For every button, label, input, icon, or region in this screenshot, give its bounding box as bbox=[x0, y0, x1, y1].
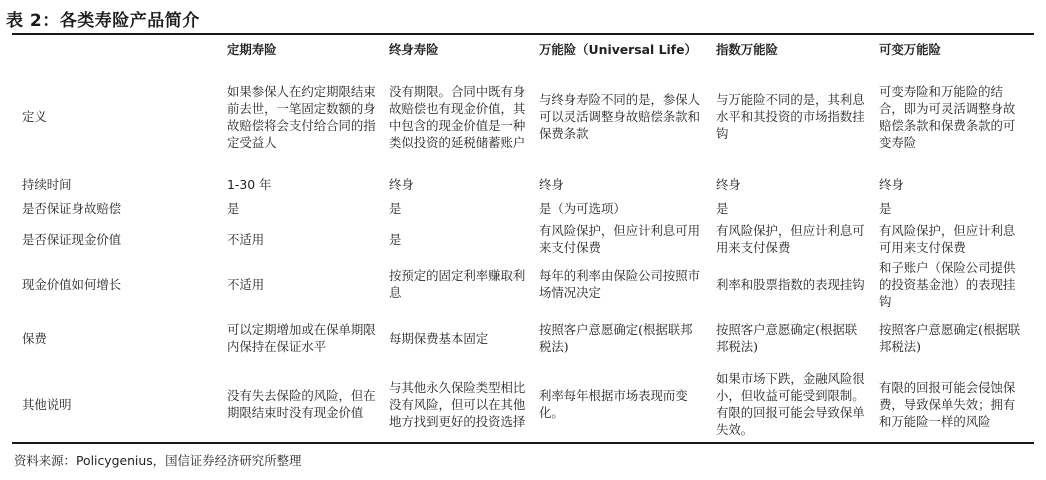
table-row bbox=[12, 366, 1034, 442]
table-cell: 如果参保人在约定期限结束前去世，一笔固定数额的身故赔偿将会支付给合同的指定受益人 bbox=[227, 83, 376, 150]
column-header-label bbox=[12, 35, 225, 61]
table-cell: 有风险保护，但应计利息可用来支付保费 bbox=[879, 223, 1016, 255]
table-cell: 与其他永久保险类型相比没有风险，但可以在其他地方找到更好的投资选择 bbox=[389, 379, 526, 429]
table-cell: 每期保费基本固定 bbox=[389, 330, 489, 346]
table-cell: 终身 bbox=[879, 176, 904, 192]
table-cell: 利率每年根据市场表现而变化。 bbox=[539, 388, 688, 420]
table-cell: 按照客户意愿确定(根据联邦税法) bbox=[879, 322, 1021, 354]
row-label-guaranteed-death-benefit: 是否保证身故赔偿 bbox=[22, 200, 122, 216]
table-cell: 终身 bbox=[389, 176, 414, 192]
table-cell: 按照客户意愿确定(根据联邦税法) bbox=[716, 322, 858, 354]
table-cell: 终身 bbox=[716, 176, 741, 192]
table-row bbox=[12, 61, 1034, 172]
table-cell: 不适用 bbox=[227, 276, 265, 292]
table-row bbox=[12, 310, 1034, 366]
table-cell: 是 bbox=[389, 231, 402, 247]
header-row bbox=[12, 35, 1034, 61]
table-cell: 是（为可选项） bbox=[539, 200, 626, 216]
table-row bbox=[12, 258, 1034, 310]
table-row bbox=[12, 196, 1034, 220]
table-cell: 不适用 bbox=[227, 231, 265, 247]
column-header-whole-life: 终身寿险 bbox=[389, 41, 439, 57]
row-label-other-notes: 其他说明 bbox=[22, 396, 72, 412]
table-cell: 没有失去保险的风险，但在期限结束时没有现金价值 bbox=[227, 388, 376, 420]
table-cell: 和子账户（保险公司提供的投资基金池）的表现挂钩 bbox=[879, 259, 1016, 309]
table-cell: 是 bbox=[716, 200, 729, 216]
row-label-duration: 持续时间 bbox=[22, 176, 72, 192]
table-cell: 有限的回报可能会侵蚀保费，导致保单失效；拥有和万能险一样的风险 bbox=[879, 379, 1016, 429]
column-header-term-life: 定期寿险 bbox=[227, 41, 277, 57]
table-row bbox=[12, 220, 1034, 258]
column-header-indexed-universal-life: 指数万能险 bbox=[716, 41, 778, 57]
row-label-cash-value-growth: 现金价值如何增长 bbox=[22, 276, 122, 292]
table-cell: 每年的利率由保险公司按照市场情况决定 bbox=[539, 268, 701, 300]
bottom-rule bbox=[12, 442, 1034, 444]
column-header-universal-life: 万能险（Universal Life） bbox=[539, 41, 697, 57]
column-header-variable-universal-life: 可变万能险 bbox=[879, 41, 941, 57]
table-cell: 1-30 年 bbox=[227, 176, 272, 192]
table-cell: 没有期限。合同中既有身故赔偿也有现金价值，其中包含的现金价值是一种类似投资的延税储蓄账户 bbox=[389, 83, 526, 150]
source-note: 资料来源：Policygenius，国信证券经济研究所整理 bbox=[14, 453, 302, 468]
table-cell: 是 bbox=[227, 200, 240, 216]
row-label-premium: 保费 bbox=[22, 330, 47, 346]
table-cell: 是 bbox=[389, 200, 402, 216]
life-insurance-table bbox=[12, 35, 1034, 442]
table-cell: 按预定的固定利率赚取利息 bbox=[389, 268, 526, 300]
table-cell: 与终身寿险不同的是，参保人可以灵活调整身故赔偿条款和保费条款 bbox=[539, 92, 701, 141]
table-cell: 可以定期增加或在保单期限内保持在保证水平 bbox=[227, 322, 376, 354]
table-cell: 如果市场下跌，金融风险很小，但收益可能受到限制。有限的回报可能会导致保单失效。 bbox=[716, 371, 865, 437]
row-label-definition: 定义 bbox=[22, 109, 47, 124]
table-cell: 按照客户意愿确定(根据联邦税法) bbox=[539, 322, 693, 354]
table-cell: 有风险保护，但应计利息可用来支付保费 bbox=[716, 223, 865, 255]
table-cell: 利率和股票指数的表现挂钩 bbox=[716, 276, 865, 292]
table-cell: 是 bbox=[879, 200, 892, 216]
row-label-guaranteed-cash-value: 是否保证现金价值 bbox=[22, 231, 122, 247]
table-row bbox=[12, 172, 1034, 196]
table-cell: 有风险保护，但应计利息可用来支付保费 bbox=[539, 223, 701, 255]
table-cell: 终身 bbox=[539, 176, 564, 192]
table-cell: 可变寿险和万能险的结合，即为可灵活调整身故赔偿条款和保费条款的可变寿险 bbox=[879, 83, 1016, 150]
table-cell: 与万能险不同的是，其利息水平和其投资的市场指数挂钩 bbox=[716, 92, 865, 141]
table-title: 表 2：各类寿险产品简介 bbox=[6, 11, 200, 31]
